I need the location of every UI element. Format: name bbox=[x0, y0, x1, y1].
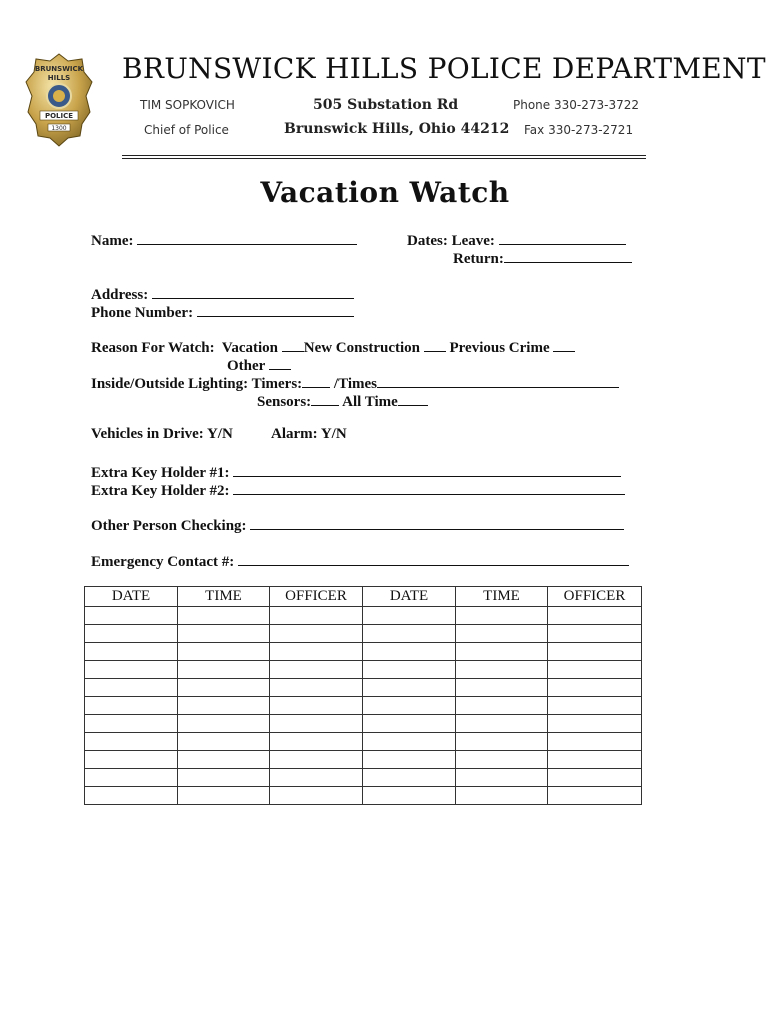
return-field-row bbox=[453, 248, 632, 268]
table-cell[interactable] bbox=[178, 751, 270, 769]
leave-label: Leave: bbox=[451, 233, 495, 249]
alarm-label: Alarm: Y/N bbox=[271, 426, 347, 442]
address-field-row bbox=[91, 284, 354, 304]
table-cell[interactable] bbox=[178, 733, 270, 751]
table-cell[interactable] bbox=[178, 715, 270, 733]
sensors-row bbox=[257, 391, 428, 411]
timers-label: Timers: bbox=[251, 376, 303, 392]
table-cell[interactable] bbox=[178, 769, 270, 787]
table-cell[interactable] bbox=[178, 643, 270, 661]
times-label: /Times bbox=[333, 376, 377, 392]
key-holder-2-row bbox=[91, 480, 625, 500]
table-cell[interactable] bbox=[85, 697, 178, 715]
table-cell[interactable] bbox=[456, 679, 548, 697]
all-time-label: All Time bbox=[342, 394, 398, 410]
phone-label: Phone Number: bbox=[91, 305, 194, 321]
table-cell[interactable] bbox=[85, 751, 178, 769]
city-state-zip: Brunswick Hills, Ohio 44212 bbox=[284, 121, 510, 137]
table-cell[interactable] bbox=[548, 787, 642, 805]
address-label: Address: bbox=[91, 287, 149, 303]
table-cell[interactable] bbox=[270, 733, 363, 751]
table-row bbox=[85, 607, 642, 625]
table-cell[interactable] bbox=[363, 697, 456, 715]
table-cell[interactable] bbox=[363, 607, 456, 625]
department-title: BRUNSWICK HILLS POLICE DEPARTMENT bbox=[122, 52, 766, 85]
table-cell[interactable] bbox=[456, 697, 548, 715]
table-cell[interactable] bbox=[548, 625, 642, 643]
emergency-contact-field[interactable] bbox=[238, 551, 629, 566]
table-cell[interactable] bbox=[178, 697, 270, 715]
chief-title: Chief of Police bbox=[144, 123, 229, 137]
address-field[interactable] bbox=[152, 284, 354, 299]
table-cell[interactable] bbox=[85, 661, 178, 679]
dates-label: Dates: bbox=[407, 233, 448, 249]
phone-number: Phone 330-273-3722 bbox=[513, 98, 639, 112]
all-time-field[interactable] bbox=[398, 391, 428, 406]
phone-field-row bbox=[91, 302, 354, 322]
lighting-row bbox=[91, 373, 619, 393]
table-row bbox=[85, 751, 642, 769]
svg-text:1300: 1300 bbox=[51, 125, 67, 132]
table-cell[interactable] bbox=[548, 661, 642, 679]
table-cell[interactable] bbox=[548, 697, 642, 715]
table-cell[interactable] bbox=[270, 643, 363, 661]
table-cell[interactable] bbox=[456, 661, 548, 679]
header-divider bbox=[122, 155, 646, 159]
table-cell[interactable] bbox=[548, 715, 642, 733]
table-cell[interactable] bbox=[363, 625, 456, 643]
table-cell[interactable] bbox=[548, 607, 642, 625]
chief-name: TIM SOPKOVICH bbox=[140, 98, 235, 112]
table-cell[interactable] bbox=[363, 643, 456, 661]
column-header: TIME bbox=[456, 587, 548, 607]
table-cell[interactable] bbox=[270, 679, 363, 697]
table-row bbox=[85, 769, 642, 787]
previous-crime-label: Previous Crime bbox=[449, 340, 550, 356]
table-cell[interactable] bbox=[456, 769, 548, 787]
vacation-field[interactable] bbox=[282, 337, 304, 352]
return-label: Return: bbox=[453, 251, 504, 267]
table-row bbox=[85, 715, 642, 733]
sensors-label: Sensors: bbox=[257, 394, 312, 410]
street-address: 505 Substation Rd bbox=[313, 97, 459, 113]
table-row bbox=[85, 787, 642, 805]
police-badge-logo bbox=[24, 52, 94, 148]
table-cell[interactable] bbox=[456, 607, 548, 625]
lighting-label: Inside/Outside Lighting: bbox=[91, 376, 249, 392]
table-cell[interactable] bbox=[548, 643, 642, 661]
table-row bbox=[85, 643, 642, 661]
key-holder-2-label: Extra Key Holder #2: bbox=[91, 483, 230, 499]
table-cell[interactable] bbox=[270, 697, 363, 715]
table-cell[interactable] bbox=[85, 787, 178, 805]
form-title: Vacation Watch bbox=[260, 176, 510, 209]
emergency-contact-row bbox=[91, 551, 629, 571]
other-person-field[interactable] bbox=[250, 515, 624, 530]
table-row bbox=[85, 679, 642, 697]
table-cell[interactable] bbox=[363, 787, 456, 805]
sensors-field[interactable] bbox=[311, 391, 339, 406]
table-cell[interactable] bbox=[363, 661, 456, 679]
table-cell[interactable] bbox=[85, 643, 178, 661]
table-cell[interactable] bbox=[548, 679, 642, 697]
table-cell[interactable] bbox=[456, 733, 548, 751]
table-cell[interactable] bbox=[85, 715, 178, 733]
table-cell[interactable] bbox=[178, 607, 270, 625]
table-row bbox=[85, 625, 642, 643]
previous-crime-field[interactable] bbox=[553, 337, 575, 352]
table-cell[interactable] bbox=[270, 625, 363, 643]
svg-text:POLICE: POLICE bbox=[44, 112, 74, 120]
table-cell[interactable] bbox=[363, 751, 456, 769]
table-cell[interactable] bbox=[270, 769, 363, 787]
other-person-label: Other Person Checking: bbox=[91, 518, 247, 534]
table-body bbox=[85, 607, 642, 805]
table-cell[interactable] bbox=[85, 625, 178, 643]
table-cell[interactable] bbox=[548, 733, 642, 751]
new-construction-label: New Construction bbox=[303, 340, 420, 356]
emergency-contact-label: Emergency Contact #: bbox=[91, 554, 235, 570]
name-label: Name: bbox=[91, 233, 134, 249]
column-header: OFFICER bbox=[270, 587, 363, 607]
key-holder-1-label: Extra Key Holder #1: bbox=[91, 465, 230, 481]
svg-text:HILLS: HILLS bbox=[47, 74, 71, 82]
table-cell[interactable] bbox=[85, 769, 178, 787]
table-cell[interactable] bbox=[270, 661, 363, 679]
leave-field-row bbox=[407, 230, 626, 250]
table-cell[interactable] bbox=[270, 607, 363, 625]
table-cell[interactable] bbox=[363, 733, 456, 751]
fax-number: Fax 330-273-2721 bbox=[524, 123, 634, 137]
table-cell[interactable] bbox=[363, 769, 456, 787]
table-cell[interactable] bbox=[178, 625, 270, 643]
vehicles-label: Vehicles in Drive: Y/N bbox=[91, 426, 233, 442]
vacation-label: Vacation bbox=[221, 340, 278, 356]
other-field[interactable] bbox=[269, 355, 291, 370]
reason-row bbox=[91, 337, 575, 357]
table-cell[interactable] bbox=[270, 715, 363, 733]
key-holder-1-row bbox=[91, 462, 621, 482]
name-field[interactable] bbox=[137, 230, 357, 245]
table-cell[interactable] bbox=[363, 679, 456, 697]
new-construction-field[interactable] bbox=[424, 337, 446, 352]
table-cell[interactable] bbox=[85, 607, 178, 625]
other-label: Other bbox=[227, 358, 266, 374]
other-person-row bbox=[91, 515, 624, 535]
table-row bbox=[85, 697, 642, 715]
table-cell[interactable] bbox=[178, 787, 270, 805]
timers-field[interactable] bbox=[302, 373, 330, 388]
key-holder-2-field[interactable] bbox=[233, 480, 625, 495]
leave-date-field[interactable] bbox=[499, 230, 626, 245]
table-cell[interactable] bbox=[178, 679, 270, 697]
table-cell[interactable] bbox=[270, 787, 363, 805]
table-cell[interactable] bbox=[456, 643, 548, 661]
column-header: TIME bbox=[178, 587, 270, 607]
table-header-row bbox=[85, 587, 642, 607]
svg-text:BRUNSWICK: BRUNSWICK bbox=[34, 65, 84, 73]
name-field-row bbox=[91, 230, 357, 250]
reason-label: Reason For Watch: bbox=[91, 340, 215, 356]
times-field[interactable] bbox=[377, 373, 619, 388]
table-cell[interactable] bbox=[85, 679, 178, 697]
table-cell[interactable] bbox=[178, 661, 270, 679]
table-row bbox=[85, 661, 642, 679]
other-row bbox=[227, 355, 291, 375]
key-holder-1-field[interactable] bbox=[233, 462, 621, 477]
table-cell[interactable] bbox=[270, 751, 363, 769]
phone-field[interactable] bbox=[197, 302, 354, 317]
table-cell[interactable] bbox=[85, 733, 178, 751]
return-date-field[interactable] bbox=[504, 248, 632, 263]
watch-log-table bbox=[84, 586, 642, 805]
table-cell[interactable] bbox=[456, 751, 548, 769]
table-row bbox=[85, 733, 642, 751]
column-header: DATE bbox=[85, 587, 178, 607]
table-cell[interactable] bbox=[456, 625, 548, 643]
table-cell[interactable] bbox=[548, 751, 642, 769]
table-cell[interactable] bbox=[456, 787, 548, 805]
table-cell[interactable] bbox=[363, 715, 456, 733]
column-header: DATE bbox=[363, 587, 456, 607]
table-cell[interactable] bbox=[548, 769, 642, 787]
table-cell[interactable] bbox=[456, 715, 548, 733]
column-header: OFFICER bbox=[548, 587, 642, 607]
